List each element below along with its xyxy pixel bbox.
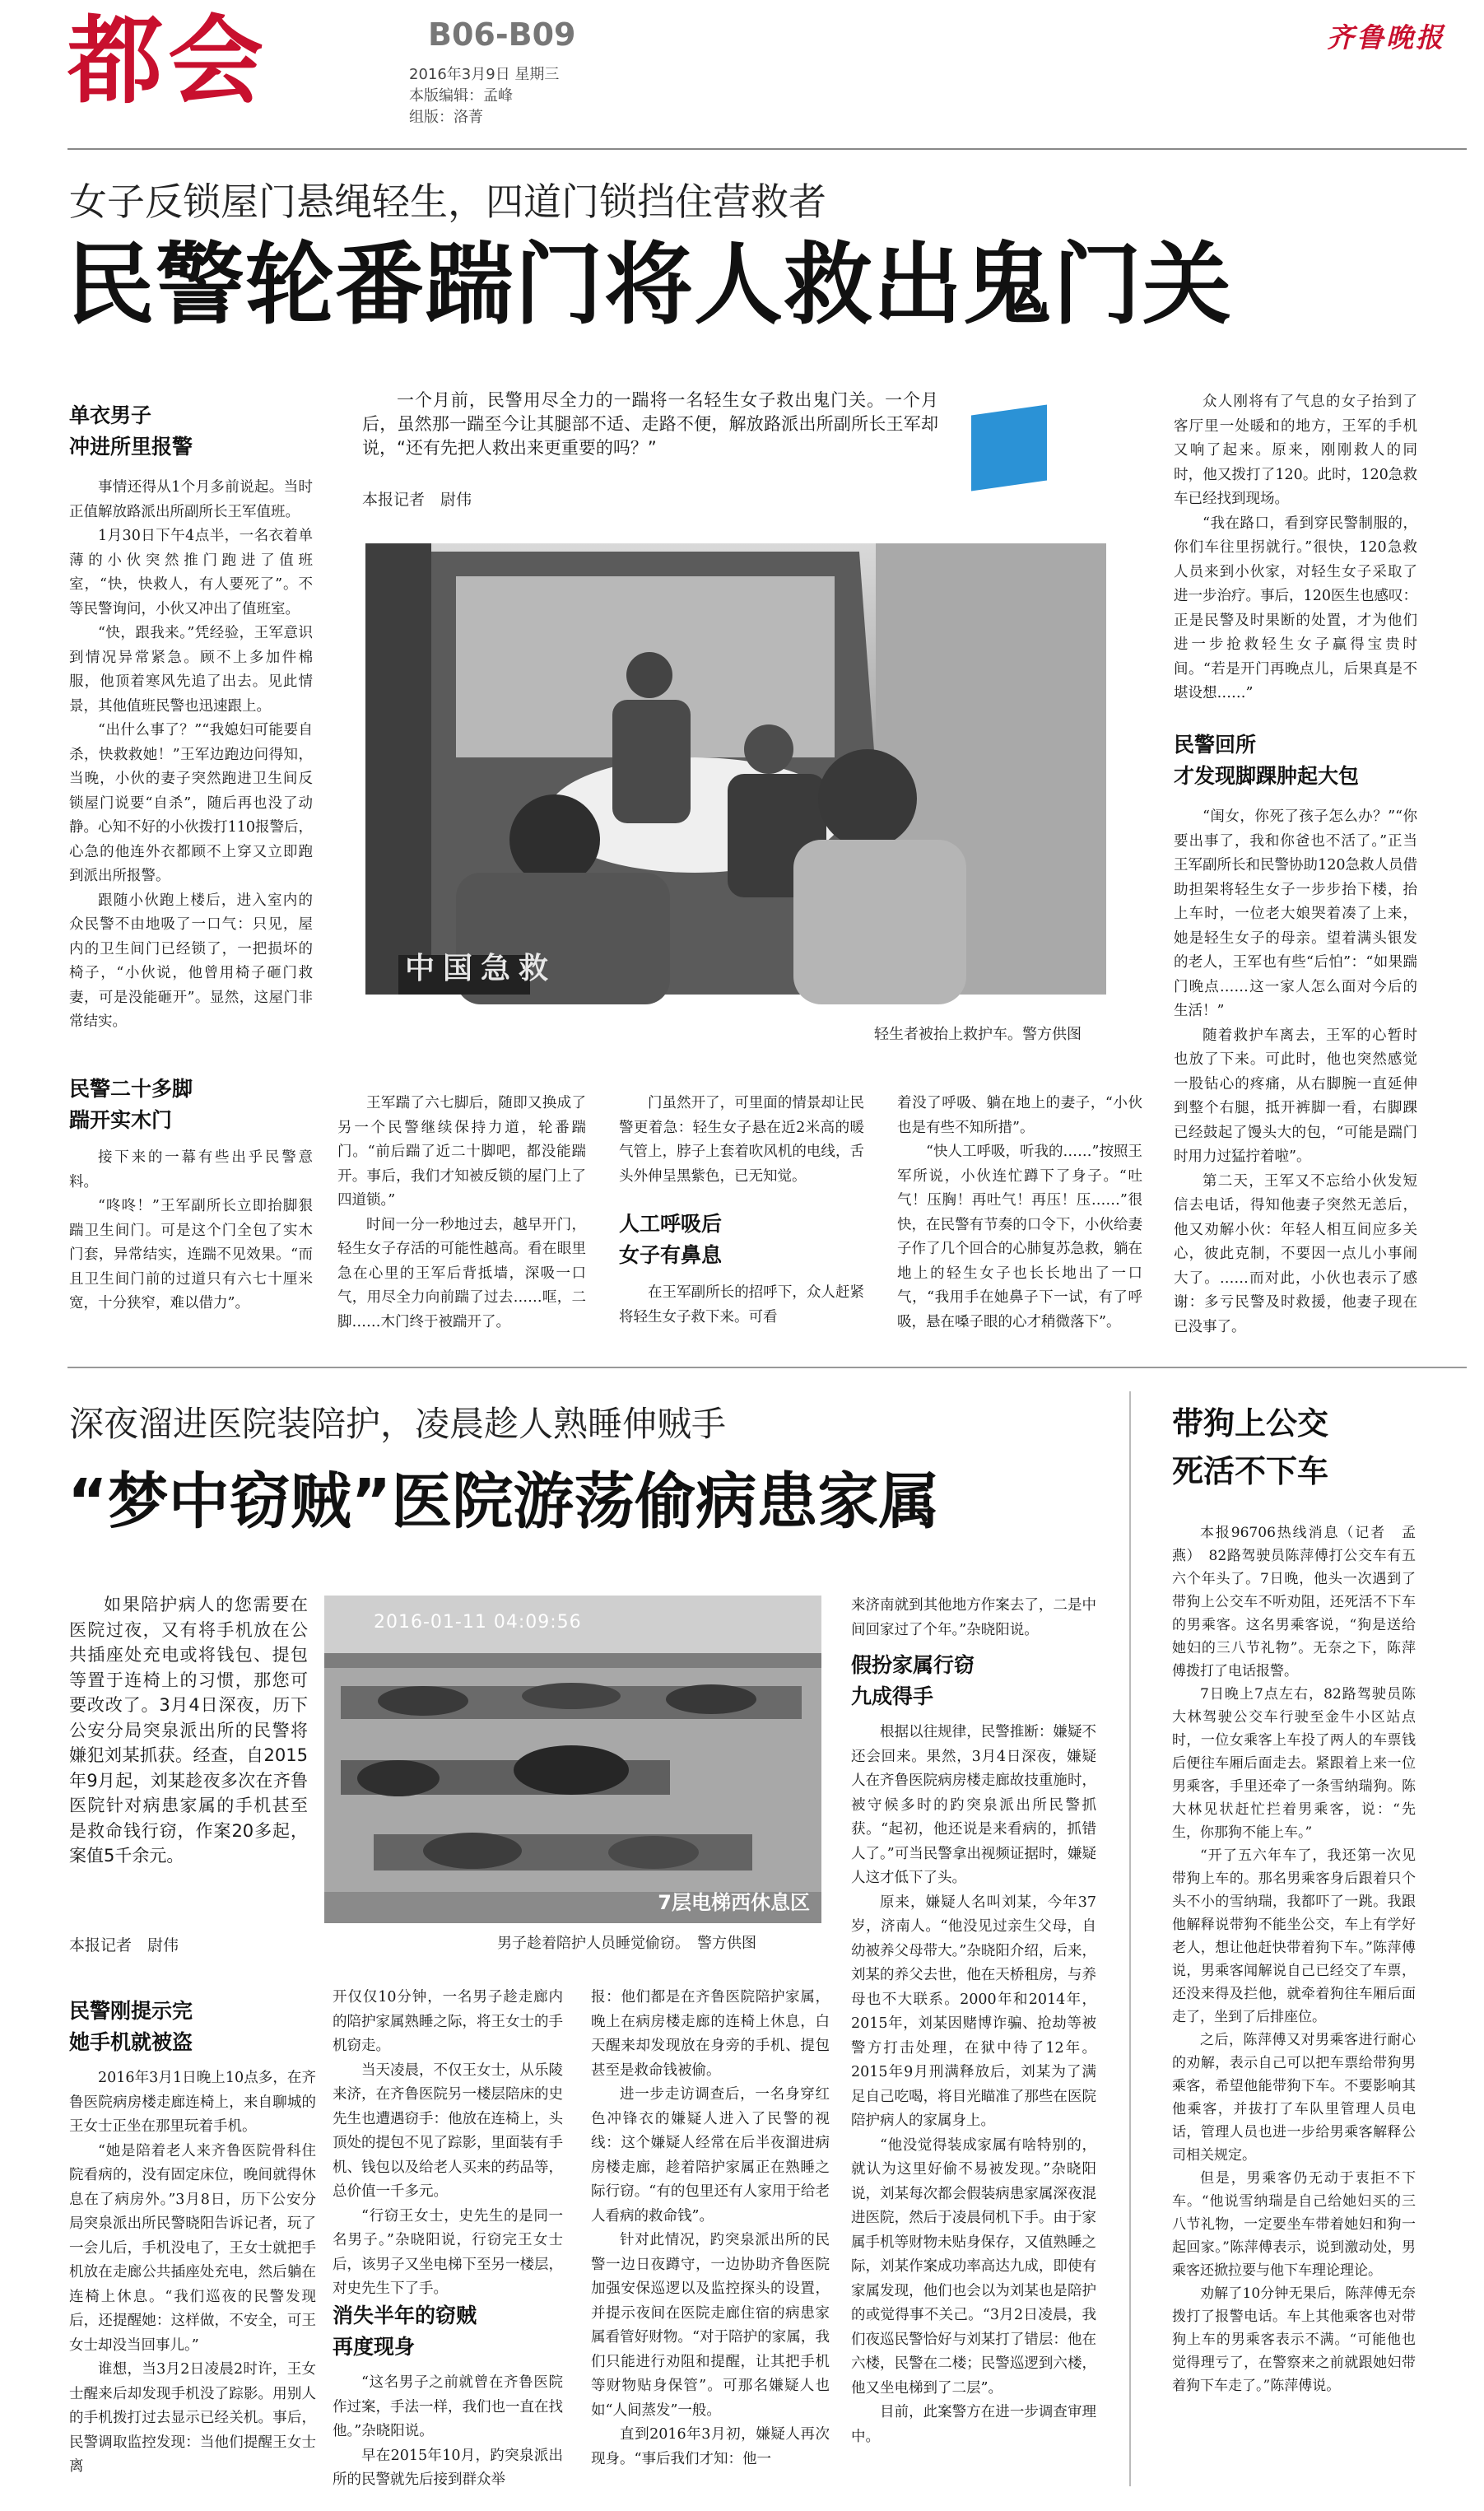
- paragraph: “咚咚！”王军副所长立即抬脚狠踹卫生间门。可是这个门全包了实木门套，异常结实，连踹不见效果。“而且卫生间门前的过道只有六七十厘米宽，十分狭窄，难以借力”。: [69, 1198, 313, 1311]
- cctv-illustration: [324, 1596, 821, 1923]
- story1-column-3b: [619, 1281, 864, 1337]
- paragraph: “行窃王女士，史先生的是同一名男子。”杂晓阳说，行窃完王女士后，该男子又坐电梯下至另一楼层，对史先生下了手。: [333, 2207, 563, 2297]
- story1-subhead-1: [69, 400, 324, 463]
- issue-date: 2016年3月9日 星期三: [409, 66, 560, 83]
- subhead-line: 女子有鼻息: [619, 1243, 723, 1267]
- story1-column-1a: [69, 476, 313, 1077]
- paragraph: 接下来的一幕有些出乎民警意料。: [69, 1149, 313, 1190]
- paragraph: 报：他们都是在齐鲁医院陪护家属，晚上在病房楼走廊的连椅上休息，白天醒来却发现放在身旁的手机、提包甚至是救命钱被偷。: [591, 1989, 830, 2079]
- paragraph: 第二天，王军又不忘给小伙发短信去电话，得知他妻子突然无恙后，他又劝解小伙：年轻人相互间应多关心，彼此克制，不要因一点儿小事闹大了。……而对此，小伙也表示了感谢：多亏民警及时救援，他妻子现在已没事了。: [1174, 1172, 1417, 1335]
- paragraph: 开仅仅10分钟，一名男子趁走廊内的陪护家属熟睡之际，将王女士的手机窃走。: [333, 1989, 563, 2054]
- newspaper-logo: 齐鲁晚报: [1327, 21, 1445, 54]
- story1-column-2: [337, 1092, 586, 1339]
- subhead-line: 冲进所里报警: [69, 435, 193, 459]
- paragraph: “快，跟我来。”凭经验，王军意识到情况异常紧急。顾不上多加件棉服，他顶着寒风先追了出去。见此情景，其他值班民警也迅速跟上。: [69, 625, 313, 715]
- subhead-line: 她手机就被盗: [69, 2030, 193, 2054]
- paragraph: 早在2015年10月，趵突泉派出所的民警就先后接到群众举: [333, 2447, 563, 2488]
- paragraph: 目前，此案警方在进一步调查审理中。: [851, 2404, 1096, 2445]
- story2-column-3: [591, 1986, 830, 2480]
- paragraph: “出什么事了？”“我媳妇可能要自杀，快救救她！”王军边跑边问得知，当晚，小伙的妻子突然跑进卫生间反锁屋门说要“自杀”，随后再也没了动静。心知不好的小伙拨打110报警后，心急的他连外衣都顾不上穿又立即跑到派出所报警。: [69, 722, 313, 884]
- story2-subhead-3: [851, 1650, 1098, 1712]
- cctv-location-label: 7层电梯西休息区: [658, 1891, 810, 1914]
- story1-column-4: [897, 1092, 1142, 1339]
- subhead-line: 民警二十多脚: [69, 1077, 193, 1101]
- subhead-line: 假扮家属行窃: [851, 1653, 975, 1677]
- story3-body: [1172, 1521, 1416, 2485]
- paragraph: “开了五六年车了，我还第一次见带狗上车的。那名男乘客身后跟着只个头不小的雪纳瑞，我都吓了一跳。我跟他解释说带狗不能坐公交，车上有学好老人，想让他赶快带着狗下车。”陈萍傅说，男乘客闻解说自己已经交了车票，还没来得及拦他，就牵着狗往车厢后面走了，坐到了后排座位。: [1172, 1847, 1416, 2025]
- story2-byline: 本报记者 尉伟: [69, 1936, 179, 1954]
- story2-subhead-2: [333, 2300, 571, 2363]
- story1-subhead-3: [619, 1209, 866, 1271]
- section-title: 都会: [67, 6, 268, 117]
- story1-kicker: 女子反锁屋门悬绳轻生，四道门锁挡住营救者: [69, 179, 826, 224]
- paragraph: 但是，男乘客仍无动于衷拒不下车。“他说雪纳瑞是自己给她妇买的三八节礼物，一定要坐车带着她妇和狗一起回家。”陈萍傅表示，说到激动处，男乘客还掀拉要与他下车理论理论。: [1172, 2170, 1416, 2279]
- masthead-rule: [67, 148, 1467, 150]
- paragraph: 劝解了10分钟无果后，陈萍傅无奈拨打了报警电话。车上其他乘客也对带狗上车的男乘客表示不满。“可能他也觉得理亏了，在警察来之前就跟她妇带着狗下车走了。”陈萍傅说。: [1172, 2285, 1416, 2394]
- page-editor: 本版编辑：孟峰: [409, 87, 513, 105]
- subhead-line: 九成得手: [851, 1684, 934, 1708]
- story2-column-2b: [333, 2371, 563, 2488]
- story1-accent-shape: [971, 405, 1047, 491]
- subhead-line: 踹开实木门: [69, 1108, 173, 1132]
- subhead-line: 消失半年的窃贼: [333, 2304, 477, 2327]
- story2-photo-caption: 男子趁着陪护人员睡觉偷窃。 警方供图: [497, 1935, 756, 1952]
- paragraph: 来济南就到其他地方作案去了，二是中间回家过了个年。”杂晓阳说。: [851, 1597, 1096, 1638]
- paragraph: 1月30日下午4点半，一名衣着单薄的小伙突然推门跑进了值班室，“快，快救人，有人要死了”。不等民警询问，小伙又冲出了值班室。: [69, 528, 313, 617]
- paragraph: 当天凌晨，不仅王女士，从乐陵来济，在齐鲁医院另一楼层陪床的史先生也遭遇窃手：他放在连椅上，头顶处的提包不见了踪影，里面装有手机、钱包以及给老人买来的药品等，总价值一千多元。: [333, 2061, 563, 2200]
- cctv-photo: [324, 1596, 821, 1923]
- ambulance-illustration: [365, 543, 1106, 995]
- subhead-line: 单衣男子: [69, 403, 152, 427]
- story3-headline: [1172, 1400, 1328, 1495]
- paragraph: 进一步走访调查后，一名身穿红色冲锋衣的嫌疑人进入了民警的视线：这个嫌疑人经常在后半夜溜进病房楼走廊，趁着陪护家属正在熟睡之际行窃。“有的包里还有人家用于给老人看病的救命钱”。: [591, 2086, 830, 2224]
- paragraph: 时间一分一秒地过去，越早开门，轻生女子存活的可能性越高。看在眼里急在心里的王军后背抵墙，深吸一口气，用尽全力向前踹了过去……哐，二脚……木门终于被踹开了。: [337, 1216, 586, 1330]
- story1-column-3a: [619, 1092, 864, 1194]
- page-range: B06-B09: [428, 16, 576, 53]
- section-divider: [67, 1367, 1467, 1368]
- paragraph: 门虽然开了，可里面的情景却让民警更着急：轻生女子悬在近2米高的暖气管上，脖子上套着吹风机的电线，舌头外伸呈黑紫色，已无知觉。: [619, 1095, 864, 1185]
- paragraph: 本报96706热线消息（记者 孟燕） 82路驾驶员陈萍傅打公交车有五六个年头了。7日晚，他头一次遇到了带狗上公交车不听劝阻，还死活不下车的男乘客。这名男乘客说，“狗是送给她妇的三八节礼物”。无奈之下，陈萍傅拨打了电话报警。: [1172, 1525, 1416, 1679]
- story1-column-1b: [69, 1146, 313, 1335]
- story1-subhead-4: [1174, 729, 1454, 792]
- subhead-line: 民警刚提示完: [69, 1999, 193, 2023]
- story1-column-5b: [1174, 805, 1417, 1339]
- paragraph: “他没觉得装成家属有啥特别的，就认为这里好偷不易被发现。”杂晓阳说，刘某每次都会假装病患家属深夜混进医院，然后于凌晨伺机下手。由于家属手机等财物未贴身保存，又值熟睡之际，刘某作案成功率高达九成，即使有家属发现，他们也会以为刘某也是陪护的或觉得事不关己。“3月2日凌晨，我们夜巡民警恰好与刘某打了错层：他在六楼，民警在二楼；民警巡逻到六楼，他又坐电梯到了二层”。: [851, 2136, 1096, 2397]
- cctv-timestamp: 2016-01-11 04:09:56: [374, 1612, 582, 1633]
- story2-subhead-1: [69, 1996, 316, 2058]
- ambulance-photo: [365, 543, 1106, 995]
- story2-lede: 如果陪护病人的您需要在医院过夜，又有将手机放在公共插座处充电或将钱包、提包等置于连椅上的习惯，那您可要改改了。3月4日深夜，历下公安分局突泉派出所的民警将嫌犯刘某抓获。经查，自2015年9月起，刘某趁夜多次在齐鲁医院针对病患家属的手机甚至是救命钱行窃，作案20多起，案值5千余元。: [69, 1595, 308, 1866]
- paragraph: “她是陪着老人来齐鲁医院骨科住院看病的，没有固定床位，晚间就得休息在了病房外。”3月8日，历下公安分局突泉派出所民警晓阳告诉记者，玩了一会儿后，手机没电了，王女士就把手机放在走廊公共插座处充电，然后躺在连椅上休息。“我们巡夜的民警发现后，还提醒她：这样做，不安全，可王女士却没当回事儿。”: [69, 2142, 316, 2354]
- ambulance-lettering: 中国急救: [405, 952, 557, 985]
- paragraph: 直到2016年3月初，嫌疑人再次现身。“事后我们才知：他一: [591, 2426, 830, 2467]
- story2-column-4b: [851, 1721, 1096, 2478]
- page-layout-editor: 组版：洛菁: [409, 109, 483, 126]
- subhead-line: 人工呼吸后: [619, 1212, 723, 1236]
- story1-headline: 民警轮番踹门将人救出鬼门关: [66, 234, 1233, 337]
- story1-photo-caption: 轻生者被抬上救护车。警方供图: [874, 1026, 1082, 1043]
- paragraph: 之后，陈萍傅又对男乘客进行耐心的劝解，表示自己可以把车票给带狗男乘客，希望他能带狗下车。不要影响其他乘客，并拔打了车队里管理人员电话，管理人员也进一步给男乘客解释公司相关规定。: [1172, 2032, 1416, 2164]
- paragraph: “闺女，你死了孩子怎么办？”“你要出事了，我和你爸也不活了。”正当王军副所长和民警协助120急救人员借助担架将轻生女子一步步抬下楼，抬上车时，一位老大娘哭着凑了上来，她是轻生女子的母亲。望着满头银发的老人，王军也有些“后怕”：“如果踹门晚点……这一家人怎么面对今后的生活！”: [1174, 808, 1417, 1019]
- story2-headline: “梦中窃贼”医院游荡偷病患家属: [67, 1466, 940, 1537]
- paragraph: “我在路口，看到穿民警制服的，你们车往里拐就行。”很快，120急救人员来到小伙家，对轻生女子采取了进一步治疗。事后，120医生也感叹：正是民警及时果断的处置，才为他们进一步抢救轻生女子赢得宝贵时间。“若是开门再晚点儿，后果真是不堪设想……”: [1174, 515, 1417, 701]
- paragraph: 2016年3月1日晚上10点多，在齐鲁医院病房楼走廊连椅上，来自聊城的王女士正坐在那里玩着手机。: [69, 2070, 316, 2135]
- paragraph: “快人工呼吸，听我的……”按照王军所说，小伙连忙蹲下了身子。“吐气！压胸！再吐气！再压！压……”很快，在民警有节奏的口令下，小伙给妻子作了几个回合的心肺复苏急救，躺在地上的轻生女子也长长地出了一口气，“我用手在她鼻子下一试，有了呼吸，悬在嗓子眼的心才稍微落下”。: [897, 1144, 1142, 1330]
- paragraph: 众人刚将有了气息的女子抬到了客厅里一处暖和的地方，王军的手机又响了起来。原来，刚刚救人的同时，他又拨打了120。此时，120急救车已经找到现场。: [1174, 394, 1417, 507]
- sidebar-rule: [1129, 1391, 1131, 2486]
- headline-line: 死活不下车: [1172, 1453, 1329, 1489]
- paragraph: 跟随小伙跑上楼后，进入室内的众民警不由地吸了一口气：只见，屋内的卫生间门已经锁了，一把损坏的椅子，“小伙说，他曾用椅子砸门救妻，可是没能砸开”。显然，这屋门非常结实。: [69, 892, 313, 1030]
- paragraph: 王军踹了六七脚后，随即又换成了另一个民警继续保持力道，轮番踹门。“前后踹了近二十脚吧，都没能踹开。事后，我们才知被反锁的屋门上了四道锁。”: [337, 1095, 586, 1209]
- story1-column-5a: [1174, 390, 1417, 715]
- subhead-line: 才发现脚踝肿起大包: [1174, 764, 1360, 788]
- paragraph: 在王军副所长的招呼下，众人赶紧将轻生女子救下来。可看: [619, 1284, 864, 1325]
- headline-line: 带狗上公交: [1172, 1405, 1329, 1442]
- story2-column-4a: [851, 1594, 1096, 1648]
- paragraph: 随着救护车离去，王军的心暂时也放了下来。可此时，他也突然感觉一股钻心的疼痛，从右脚腕一直延伸到整个右腿，抵开裤脚一看，右脚踝已经鼓起了馒头大的包，“可能是踹门时用力过猛拧着啦”。: [1174, 1027, 1417, 1165]
- paragraph: 针对此情况，趵突泉派出所的民警一边日夜蹲守，一边协助齐鲁医院加强安保巡逻以及监控探头的设置，并提示夜间在医院走廊住宿的病患家属看管好财物。“对于陪护的家属，我们只能进行劝阻和提醒，让其把手机等财物贴身保管”。可那名嫌疑人也如“人间蒸发”一般。: [591, 2232, 830, 2419]
- story1-byline: 本报记者 尉伟: [362, 491, 472, 509]
- subhead-line: 民警回所: [1174, 733, 1257, 757]
- paragraph: “这名男子之前就曾在齐鲁医院作过案，手法一样，我们也一直在找他。”杂晓阳说。: [333, 2374, 563, 2439]
- paragraph: 原来，嫌疑人名叫刘某，今年37岁，济南人。“他没见过亲生父母，自幼被养父母带大。”杂晓阳介绍，后来，刘某的养父去世，他在天桥租房，与养母也不大联系。2000年和2014年，2015年，刘某因赌博诈骗、抢劫等被警方打击处理，在狱中待了12年。2015年9月刑满释放后，刘某为了满足自己吃喝，将目光瞄准了那些在医院陪护病人的家属身上。: [851, 1894, 1096, 2129]
- story2-kicker: 深夜溜进医院装陪护，凌晨趁人熟睡伸贼手: [69, 1404, 727, 1444]
- paragraph: 7日晚上7点左右，82路驾驶员陈大林驾驶公交车行驶至金牛小区站点时，一位女乘客上车投了两人的车票钱后便往车厢后面走去。紧跟着上来一位男乘客，手里还牵了一条雪纳瑞狗。陈大林见状赶忙拦着男乘客，说：“先生，你那狗不能上车。”: [1172, 1686, 1416, 1841]
- subhead-line: 再度现身: [333, 2335, 416, 2359]
- story1-lede: 一个月前，民警用尽全力的一踹将一名轻生女子救出鬼门关。一个月后，虽然那一踹至今让其腿部不适、走路不便，解放路派出所副所长王军却说，“还有先把人救出来更重要的吗？”: [362, 390, 938, 458]
- story2-column-2a: [333, 1986, 563, 2297]
- paragraph: 事情还得从1个月多前说起。当时正值解放路派出所副所长王军值班。: [69, 479, 313, 520]
- paragraph: 根据以往规律，民警推断：嫌疑不还会回来。果然，3月4日深夜，嫌疑人在齐鲁医院病房楼走廊故技重施时，被守候多时的趵突泉派出所民警抓获。“起初，他还说是来看病的，抓错人了。”可当民警拿出视频证据时，嫌疑人这才低下了头。: [851, 1724, 1096, 1886]
- paragraph: 着没了呼吸、躺在地上的妻子，“小伙也是有些不知所措”。: [897, 1095, 1142, 1136]
- story2-column-1: [69, 2066, 316, 2478]
- paragraph: 谁想，当3月2日凌晨2时许，王女士醒来后却发现手机没了踪影。用别人的手机拨打过去显示已经关机。事后，民警调取监控发现：当他们提醒王女士离: [69, 2361, 316, 2475]
- story1-subhead-2: [69, 1074, 324, 1136]
